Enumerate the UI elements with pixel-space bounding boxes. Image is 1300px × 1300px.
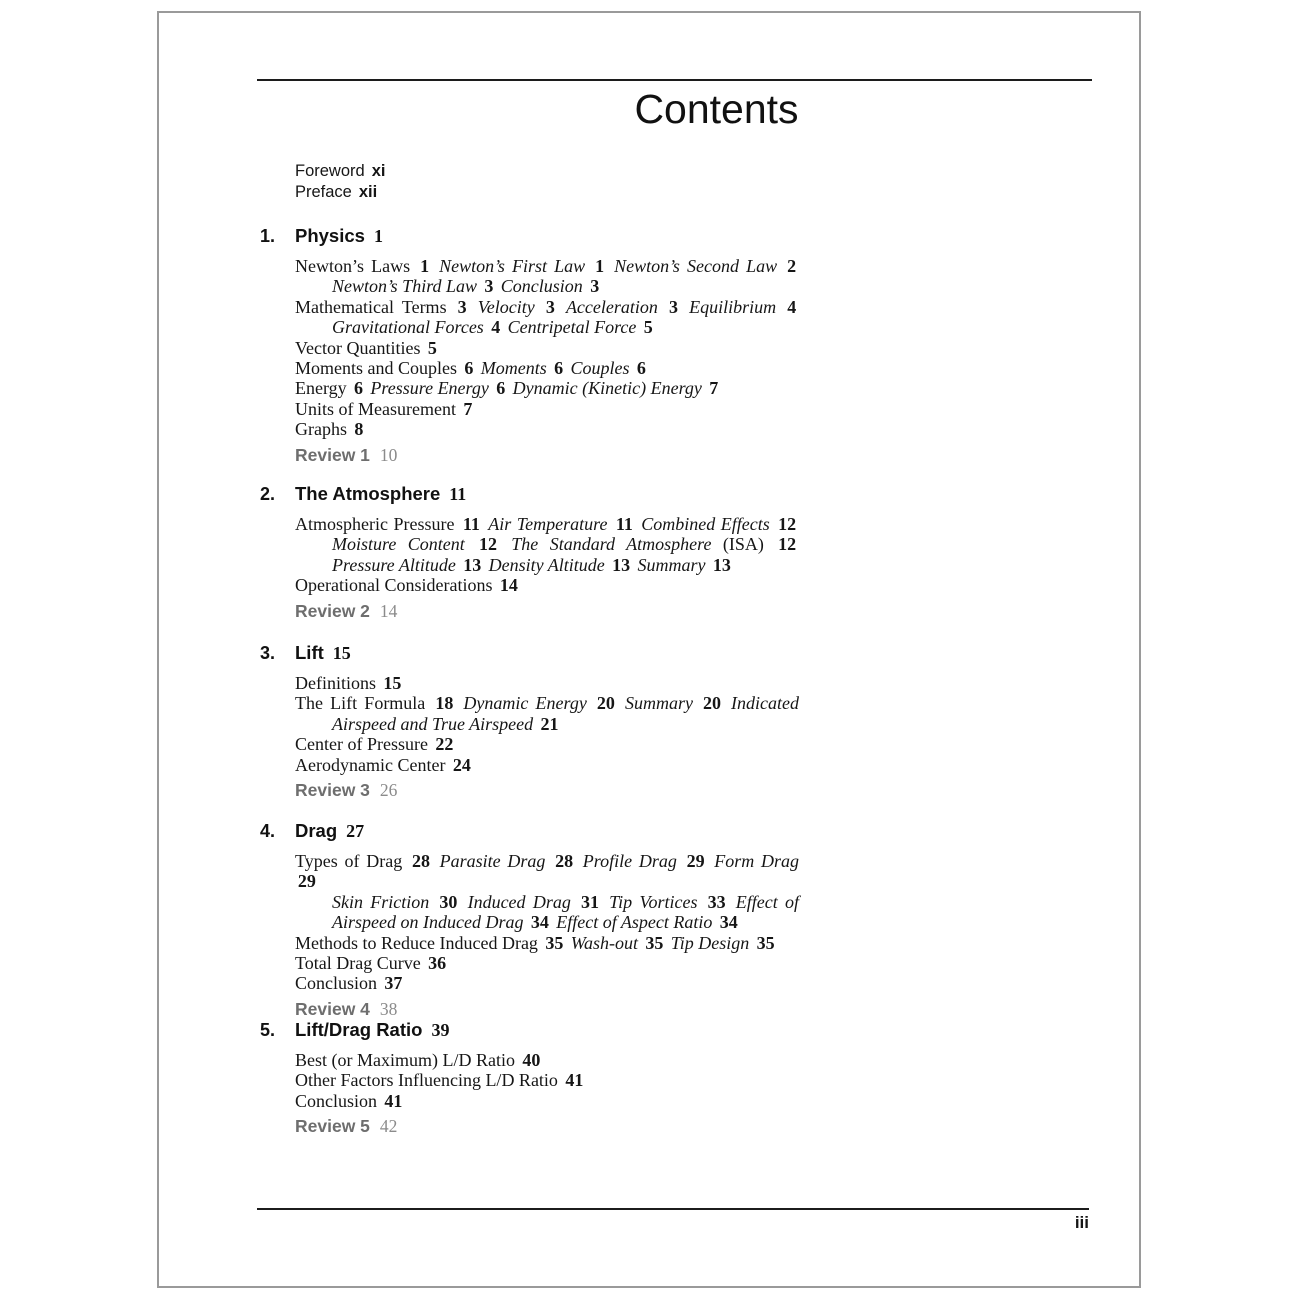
subtopic-italic: Centripetal Force — [507, 317, 637, 338]
subtopic-italic: Equilibrium — [689, 296, 777, 317]
topic-label: Mathematical Terms — [295, 296, 447, 317]
top-rule — [257, 79, 1092, 81]
page-number: 13 — [463, 554, 482, 575]
toc-line — [295, 892, 799, 912]
topic-label: Types of Drag — [295, 851, 403, 871]
page-number: 7 — [709, 378, 719, 399]
page-number: 28 — [411, 851, 430, 871]
topic-label: The Lift Formula — [295, 693, 426, 714]
page-number: 21 — [540, 713, 559, 734]
page-number: 5 — [643, 317, 653, 338]
subtopic-italic: Skin Friction — [332, 891, 430, 912]
section-page-number: 11 — [449, 484, 467, 504]
toc-line — [295, 1070, 799, 1090]
page-number: 22 — [435, 734, 454, 755]
front-matter-page: xii — [358, 182, 378, 201]
subtopic-italic: Pressure Energy — [370, 378, 489, 399]
subtopic-italic: Induced Drag — [467, 891, 571, 912]
subtopic-italic: Summary — [624, 693, 693, 714]
toc-line — [295, 1050, 799, 1070]
page-number: 35 — [756, 932, 775, 953]
topic-label: Other Factors Influencing L/D Ratio — [295, 1070, 558, 1091]
subtopic-italic: Moisture Content — [332, 534, 465, 555]
review-line — [295, 1116, 1095, 1136]
toc-line — [295, 276, 799, 296]
subtopic-italic: Gravitational Forces — [332, 317, 484, 338]
section-number: 2. — [260, 484, 276, 504]
section-heading — [260, 224, 1095, 248]
review-line — [295, 445, 1095, 465]
section-title: The Atmosphere — [295, 483, 441, 504]
page-number: 2 — [787, 256, 797, 276]
subtopic-italic: Dynamic Energy — [463, 693, 587, 714]
section-heading — [260, 482, 1095, 506]
toc-line — [295, 755, 799, 775]
toc-line — [295, 1091, 799, 1111]
review-page-number: 26 — [379, 780, 398, 801]
section-the-atmosphere — [260, 482, 1095, 621]
section-entries — [295, 851, 799, 994]
section-entries — [295, 514, 799, 596]
section-page-number: 1 — [373, 226, 383, 246]
page-number: 20 — [703, 693, 721, 714]
subtopic-italic: Pressure Altitude — [332, 554, 456, 575]
section-number: 1. — [260, 226, 276, 246]
page-number: 31 — [581, 891, 599, 912]
subtopic-italic: Air Temperature — [488, 514, 608, 534]
subtopic-italic: Summary — [637, 554, 706, 575]
toc-line — [295, 378, 799, 398]
subtopic-italic: Dynamic (Kinetic) Energy — [512, 378, 702, 399]
front-matter-row — [295, 182, 385, 203]
page-number: 12 — [778, 534, 797, 555]
subtopic-italic: Tip Vortices — [609, 891, 698, 912]
section-page-number: 39 — [431, 1020, 450, 1040]
section-heading — [260, 1018, 1095, 1042]
toc-line — [295, 734, 799, 754]
page-number: 3 — [457, 296, 467, 317]
section-page-number: 27 — [346, 821, 365, 841]
subtopic-italic: Moments — [480, 358, 547, 379]
section-heading — [260, 641, 1095, 665]
section-lift — [260, 641, 1095, 800]
subtopic-italic: Parasite Drag — [439, 851, 546, 871]
toc-line — [295, 514, 799, 534]
toc-line — [295, 953, 799, 973]
page-number: 15 — [383, 673, 402, 693]
topic-label: Atmospheric Pressure — [295, 514, 455, 534]
page-number: 36 — [428, 953, 447, 974]
topic-label: Center of Pressure — [295, 734, 428, 755]
front-matter-label: Preface — [295, 182, 352, 201]
topic-label: Conclusion — [295, 1090, 378, 1111]
subtopic-italic: Profile Drag — [582, 851, 677, 871]
topic-label: Best (or Maximum) L/D Ratio — [295, 1050, 515, 1070]
front-matter-row — [295, 161, 385, 182]
subtopic-italic: Newton’s Third Law — [332, 276, 478, 297]
subtopic-italic: Couples — [570, 358, 630, 379]
page-number: 35 — [645, 932, 664, 953]
toc-line — [295, 673, 799, 693]
page-number: 41 — [384, 1090, 403, 1111]
document-page — [157, 11, 1141, 1288]
page-title: Contents — [634, 86, 799, 132]
page-number: 34 — [530, 912, 549, 933]
review-page-number: 38 — [379, 998, 398, 1019]
page-number: 11 — [462, 514, 480, 534]
section-entries — [295, 256, 799, 440]
topic-label: Newton’s Laws — [295, 256, 411, 276]
section-number: 4. — [260, 821, 276, 841]
topic-label: Methods to Reduce Induced Drag — [295, 932, 538, 953]
page-number: 29 — [297, 871, 316, 892]
toc-line — [295, 358, 799, 378]
topic-label: Aerodynamic Center — [295, 754, 446, 775]
page-number: 13 — [612, 554, 631, 575]
page-number: 4 — [787, 296, 797, 317]
page-number: 6 — [636, 358, 646, 379]
topic-label: Conclusion — [295, 973, 378, 994]
page-number: 3 — [590, 276, 600, 297]
page-number: 28 — [555, 851, 574, 871]
page-number: 35 — [545, 932, 564, 953]
toc-line — [295, 693, 799, 713]
page-number: 20 — [596, 693, 615, 714]
toc-line — [295, 575, 799, 595]
review-page-number: 42 — [379, 1116, 398, 1137]
page-number: 12 — [778, 514, 797, 534]
toc-line — [295, 973, 799, 993]
section-page-number: 15 — [332, 643, 351, 663]
topic-label: Total Drag Curve — [295, 953, 421, 974]
page-number: 4 — [491, 317, 501, 338]
toc-line — [295, 912, 799, 932]
section-drag — [260, 819, 1095, 1019]
review-line — [295, 601, 1095, 621]
review-label: Review 5 — [295, 1116, 370, 1137]
front-matter — [295, 161, 385, 202]
section-entries — [295, 1050, 799, 1111]
topic-label: (ISA) — [722, 534, 764, 555]
subtopic-italic: Effect of — [735, 891, 800, 912]
page-number: 24 — [452, 754, 471, 775]
subtopic-italic: Velocity — [477, 296, 535, 317]
subtopic-italic: The Standard Atmosphere — [511, 534, 712, 555]
toc-line — [295, 555, 799, 575]
review-line — [295, 780, 1095, 800]
section-title: Drag — [295, 820, 338, 841]
subtopic-italic: Airspeed on Induced Drag — [332, 912, 524, 933]
front-matter-label: Foreword — [295, 162, 365, 180]
subtopic-italic: Form Drag — [714, 851, 800, 871]
topic-label: Moments and Couples — [295, 358, 457, 379]
page-number: 13 — [712, 554, 731, 575]
review-label: Review 2 — [295, 600, 370, 621]
review-label: Review 3 — [295, 780, 370, 801]
page-number: 12 — [479, 534, 498, 555]
review-label: Review 1 — [295, 444, 370, 465]
bottom-rule — [257, 1208, 1089, 1210]
toc-line — [295, 317, 799, 337]
page-number: 3 — [669, 296, 678, 317]
front-matter-page: xi — [371, 162, 386, 180]
page-number: 1 — [595, 256, 605, 276]
subtopic-italic: Density Altitude — [488, 554, 605, 575]
subtopic-italic: Tip Design — [670, 932, 750, 953]
toc-line — [295, 399, 799, 419]
page-number: 8 — [354, 419, 364, 440]
toc-line — [295, 933, 799, 953]
page-number: 5 — [427, 337, 437, 358]
page-number: 18 — [435, 693, 454, 714]
topic-label: Vector Quantities — [295, 337, 421, 358]
subtopic-italic: Acceleration — [565, 296, 658, 317]
page-number: 6 — [496, 378, 506, 399]
review-page-number: 14 — [379, 600, 398, 621]
toc-line — [295, 534, 799, 554]
review-page-number: 10 — [379, 444, 398, 465]
subtopic-italic: Newton’s First Law — [439, 256, 586, 276]
topic-label: Units of Measurement — [295, 398, 456, 419]
topic-label: Definitions — [295, 673, 376, 693]
subtopic-italic: Wash-out — [570, 932, 639, 953]
review-line — [295, 999, 1095, 1019]
page-number: 40 — [522, 1050, 541, 1070]
section-title: Physics — [295, 225, 365, 246]
page-number: 34 — [719, 912, 738, 933]
review-label: Review 4 — [295, 998, 370, 1019]
section-number: 5. — [260, 1020, 276, 1040]
toc-line — [295, 419, 799, 439]
toc-line — [295, 297, 799, 317]
page-number: 37 — [384, 973, 403, 994]
folio-page-number: iii — [1074, 1213, 1089, 1232]
page-number: 1 — [420, 256, 430, 276]
topic-label: Operational Considerations — [295, 575, 493, 596]
page-number: 11 — [615, 514, 633, 534]
page-number: 29 — [686, 851, 705, 871]
toc-line — [295, 851, 799, 892]
section-lift-drag-ratio — [260, 1018, 1095, 1137]
subtopic-italic: Indicated — [731, 693, 800, 714]
page-number: 14 — [499, 575, 518, 596]
topic-label: Graphs — [295, 419, 347, 440]
subtopic-italic: Conclusion — [500, 276, 583, 297]
page-number: 6 — [464, 358, 474, 379]
subtopic-italic: Effect of Aspect Ratio — [556, 912, 713, 933]
subtopic-italic: Newton’s Second Law — [614, 256, 778, 276]
page-number: 3 — [545, 296, 555, 317]
page-number: 7 — [463, 398, 473, 419]
section-physics — [260, 224, 1095, 465]
toc-line — [295, 714, 799, 734]
page-number: 33 — [707, 891, 726, 912]
page-number: 3 — [484, 276, 494, 297]
subtopic-italic: Combined Effects — [641, 514, 770, 534]
page-number: 30 — [439, 891, 458, 912]
topic-label: Energy — [295, 378, 347, 399]
section-entries — [295, 673, 799, 775]
section-title: Lift — [295, 642, 324, 663]
page-number: 6 — [554, 358, 564, 379]
toc-line — [295, 338, 799, 358]
page-number: 41 — [565, 1070, 584, 1091]
subtopic-italic: Airspeed and True Airspeed — [332, 713, 534, 734]
section-heading — [260, 819, 1095, 843]
page-number: 6 — [354, 378, 364, 399]
section-title: Lift/Drag Ratio — [295, 1019, 423, 1040]
toc-line — [295, 256, 799, 276]
section-number: 3. — [260, 643, 276, 663]
